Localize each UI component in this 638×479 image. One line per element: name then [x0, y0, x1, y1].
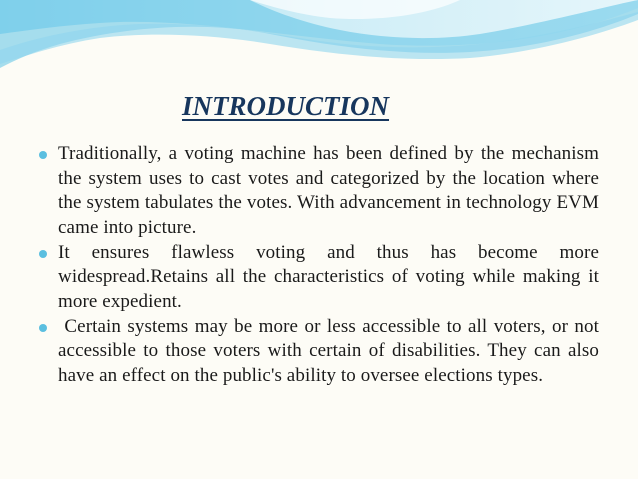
slide-title: INTRODUCTION — [182, 91, 390, 121]
bullet-item — [58, 241, 599, 315]
header-wave-decoration — [0, 0, 638, 80]
bullet-text: Traditionally, a voting machine has been defined by the mechanism the system uses to cast votes and categorized by the location where the system tabulates the votes. With advancement in technology EVM came into picture. — [58, 143, 599, 238]
bullet-item — [58, 315, 604, 389]
bullet-list — [58, 142, 604, 389]
bullet-text: Certain systems may be more or less accessible to all voters, or not accessible to those voters with certain of disabilities. They can also have an effect on the public's ability to oversee elections types. — [58, 315, 604, 386]
bullet-text: It ensures flawless voting and thus has become more widespread.Retains all the characteristics of voting while making it more expedient. — [58, 241, 599, 312]
bullet-item — [58, 142, 599, 240]
bullet-dot-icon — [39, 250, 47, 258]
bullet-dot-icon — [39, 151, 47, 159]
bullet-dot-icon — [39, 324, 47, 332]
